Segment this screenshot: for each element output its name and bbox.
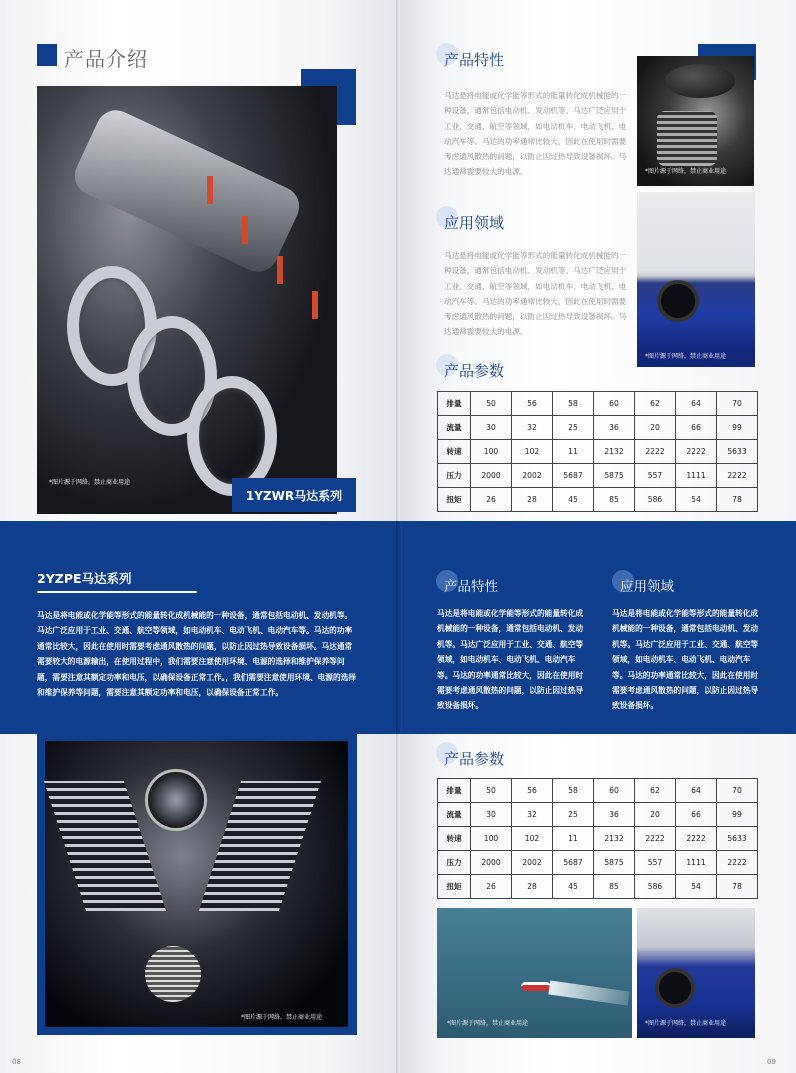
table-cell: 11 <box>553 440 594 464</box>
row-label: 扭矩 <box>438 488 471 512</box>
row-label: 排量 <box>438 779 471 803</box>
table-cell: 25 <box>553 416 594 440</box>
table-cell: 586 <box>635 488 676 512</box>
table-cell: 66 <box>676 416 717 440</box>
table-row <box>438 779 758 803</box>
table-cell: 5633 <box>717 440 758 464</box>
image-caption: *图片源于网络，禁止商业用途 <box>49 479 131 486</box>
row-label: 流量 <box>438 803 471 827</box>
table-cell: 85 <box>594 488 635 512</box>
params-table <box>437 391 758 512</box>
table-cell: 66 <box>676 803 717 827</box>
spark-lead-shape <box>242 216 248 244</box>
table-cell: 32 <box>512 803 553 827</box>
cylinder-fins-shape <box>199 781 321 911</box>
table-cell: 64 <box>676 392 717 416</box>
table-cell: 26 <box>471 875 512 899</box>
row-label: 压力 <box>438 464 471 488</box>
table-cell: 58 <box>553 779 594 803</box>
band-series-title: 2YZPE马达系列 <box>37 571 132 586</box>
title-square-icon <box>37 44 57 66</box>
table-row <box>438 488 758 512</box>
table-cell: 2132 <box>594 440 635 464</box>
table-cell: 100 <box>471 827 512 851</box>
band-gutter-shade <box>396 521 402 734</box>
table-cell: 32 <box>512 416 553 440</box>
table-cell: 1111 <box>676 464 717 488</box>
row-label: 转速 <box>438 440 471 464</box>
table-cell: 2222 <box>676 440 717 464</box>
table-cell: 5875 <box>594 851 635 875</box>
band-features-heading: 产品特性 <box>444 579 498 595</box>
blue-car-photo <box>637 192 755 367</box>
table-cell: 45 <box>553 875 594 899</box>
page-title: 产品介绍 <box>64 47 148 71</box>
table-cell: 102 <box>512 827 553 851</box>
table-cell: 60 <box>594 779 635 803</box>
table-cell: 26 <box>471 488 512 512</box>
engine-photo <box>37 86 337 514</box>
spark-lead-shape <box>207 176 213 204</box>
table-cell: 2002 <box>512 851 553 875</box>
engine-head-shape <box>68 104 305 279</box>
speedboat-photo <box>437 908 632 1038</box>
table-cell: 5875 <box>594 464 635 488</box>
applications-text: 马达是将电能或化学能等形式的能量转化成机械能的一种设备，通常包括电动机、发动机等。马达广泛应用于工业、交通、航空等领域，如电动机车、电动飞机、电动汽车等。马达的功率通常比较大，因此在使用时需要考虑通风散热的问题，以防止因过热导致设备损坏。马达通常需要较大的电源。 <box>444 251 627 337</box>
table-row <box>438 440 758 464</box>
table-cell: 54 <box>676 875 717 899</box>
table-cell: 78 <box>717 875 758 899</box>
features-heading: 产品特性 <box>444 51 505 69</box>
image-caption: *图片源于网络，禁止商业用途 <box>447 1020 529 1027</box>
table-cell: 2000 <box>471 464 512 488</box>
spark-lead-shape <box>312 291 318 319</box>
table-cell: 2222 <box>635 827 676 851</box>
table-cell: 36 <box>594 416 635 440</box>
image-caption: *图片源于网络，禁止商业用途 <box>645 1020 727 1027</box>
params-heading: 产品参数 <box>444 362 505 380</box>
table-cell: 102 <box>512 440 553 464</box>
engine-cover-shape <box>145 946 201 1002</box>
row-label: 压力 <box>438 851 471 875</box>
features-text: 马达是将电能或化学能等形式的能量转化成机械能的一种设备，通常包括电动机、发动机等。马达广泛应用于工业、交通、航空等领域，如电动机车、电动飞机、电动汽车等。马达的功率通常比较大，因此在使用时需要考虑通风散热的问题，以防止因过热导致设备损坏。马达通常需要较大的电源。 <box>444 91 627 177</box>
band-title-underline <box>37 591 197 593</box>
table-cell: 36 <box>594 803 635 827</box>
page-number-right: 09 <box>767 1058 776 1066</box>
table-row <box>438 803 758 827</box>
table-cell: 58 <box>553 392 594 416</box>
lower-params-heading: 产品参数 <box>444 750 505 768</box>
table-cell: 100 <box>471 440 512 464</box>
spark-lead-shape <box>277 256 283 284</box>
table-cell: 25 <box>553 803 594 827</box>
series-label: 1YZWR马达系列 <box>232 478 356 512</box>
engine-fins-shape <box>657 111 717 166</box>
row-label: 转速 <box>438 827 471 851</box>
table-cell: 5687 <box>553 464 594 488</box>
table-cell: 62 <box>635 779 676 803</box>
table-cell: 54 <box>676 488 717 512</box>
table-cell: 586 <box>635 875 676 899</box>
fuel-tank-shape <box>665 64 735 98</box>
table-cell: 56 <box>512 779 553 803</box>
car-wheel-shape <box>657 280 699 322</box>
band-applications-text: 马达是将电能或化学能等形式的能量转化成机械能的一种设备，通常包括电动机、发动机等。马达广泛应用于工业、交通、航空等领域，如电动机车、电动飞机、电动汽车等。马达的功率通常比较大，因此在使用时需要考虑通风散热的问题，以防止因过热导致设备损坏。 <box>612 609 759 711</box>
table-cell: 28 <box>512 488 553 512</box>
table-cell: 2222 <box>717 464 758 488</box>
table-cell: 30 <box>471 416 512 440</box>
table-cell: 45 <box>553 488 594 512</box>
table-cell: 28 <box>512 875 553 899</box>
table-cell: 557 <box>635 851 676 875</box>
table-cell: 70 <box>717 779 758 803</box>
vtwin-photo-frame <box>37 733 357 1035</box>
table-cell: 5687 <box>553 851 594 875</box>
band-applications-heading: 应用领域 <box>620 579 674 595</box>
wake-shape <box>548 981 629 1006</box>
image-caption: *图片源于网络，禁止商业用途 <box>645 353 727 360</box>
image-caption: *图片源于网络，禁止商业用途 <box>645 168 727 175</box>
vtwin-engine-photo <box>45 741 348 1027</box>
table-row <box>438 827 758 851</box>
table-cell: 30 <box>471 803 512 827</box>
table-cell: 1111 <box>676 851 717 875</box>
boat-shape <box>521 982 551 991</box>
table-cell: 85 <box>594 875 635 899</box>
row-label: 排量 <box>438 392 471 416</box>
table-cell: 557 <box>635 464 676 488</box>
applications-heading: 应用领域 <box>444 214 505 232</box>
params-table <box>437 778 758 899</box>
table-row <box>438 875 758 899</box>
car-wheel-shape <box>655 968 695 1008</box>
table-cell: 2000 <box>471 851 512 875</box>
table-cell: 2002 <box>512 464 553 488</box>
table-cell: 64 <box>676 779 717 803</box>
blue-car-photo-2 <box>637 908 755 1038</box>
air-cleaner-shape <box>145 769 207 831</box>
table-cell: 2132 <box>594 827 635 851</box>
row-label: 流量 <box>438 416 471 440</box>
table-cell: 5633 <box>717 827 758 851</box>
table-cell: 11 <box>553 827 594 851</box>
table-row <box>438 464 758 488</box>
page-number-left: 08 <box>12 1058 21 1066</box>
table-cell: 56 <box>512 392 553 416</box>
table-cell: 62 <box>635 392 676 416</box>
table-row <box>438 416 758 440</box>
table-cell: 2222 <box>676 827 717 851</box>
band-series-text: 马达是将电能或化学能等形式的能量转化成机械能的一种设备，通常包括电动机、发动机等。马达广泛应用于工业、交通、航空等领域，如电动机车、电动飞机、电动汽车等。马达的功率通常比较大，因此在使用时需要考虑通风散热的问题，以防止因过热导致设备损坏。马达通常需要较大的电源输出，在使用过程中，我们需要注意使用环境、电源的选择和维护保养等问题，需要注意其额定功率和电压，以确保设备正常工作。，我们需要注意使用环境、电源的选择和维护保养等问题，需要注意其额定功率和电压，以确保设备正常工作。 <box>37 611 357 698</box>
table-cell: 20 <box>635 416 676 440</box>
table-row <box>438 851 758 875</box>
table-cell: 2222 <box>717 851 758 875</box>
table-cell: 78 <box>717 488 758 512</box>
table-cell: 50 <box>471 779 512 803</box>
motorcycle-photo <box>637 56 754 186</box>
row-label: 扭矩 <box>438 875 471 899</box>
band-features-text: 马达是将电能或化学能等形式的能量转化成机械能的一种设备，通常包括电动机、发动机等。马达广泛应用于工业、交通、航空等领域，如电动机车、电动飞机、电动汽车等。马达的功率通常比较大，因此在使用时需要考虑通风散热的问题，以防止因过热导致设备损坏。 <box>437 609 584 711</box>
table-cell: 50 <box>471 392 512 416</box>
table-cell: 20 <box>635 803 676 827</box>
table-cell: 70 <box>717 392 758 416</box>
table-cell: 60 <box>594 392 635 416</box>
table-row <box>438 392 758 416</box>
table-cell: 99 <box>717 803 758 827</box>
table-cell: 2222 <box>635 440 676 464</box>
image-caption: *图片源于网络，禁止商业用途 <box>241 1014 323 1021</box>
table-cell: 99 <box>717 416 758 440</box>
